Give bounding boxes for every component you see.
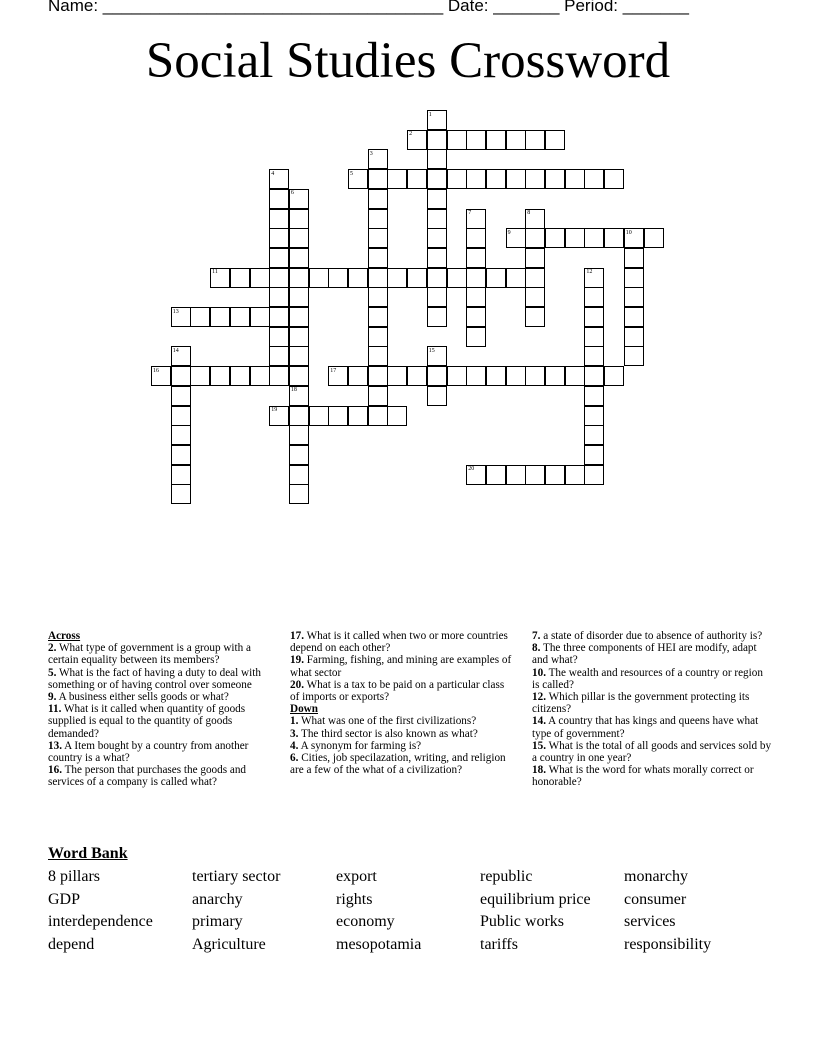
grid-cell[interactable] (289, 268, 309, 288)
clue-number: 19 (271, 407, 278, 413)
grid-cell[interactable] (368, 287, 388, 307)
grid-cell[interactable] (368, 268, 388, 288)
grid-cell[interactable] (289, 228, 309, 248)
grid-cell[interactable] (368, 307, 388, 327)
clue-number: 13 (172, 308, 179, 315)
grid-cell[interactable] (171, 445, 191, 465)
grid-cell[interactable] (309, 268, 329, 288)
word-bank-item: responsibility (624, 936, 712, 954)
grid-cell[interactable] (565, 169, 585, 189)
student-info-line: Name: ____________________________________ Date: _______ Period: _______ (48, 0, 689, 15)
grid-cell[interactable] (348, 406, 368, 426)
grid-cell[interactable] (466, 130, 486, 150)
clue-number: 8 (527, 210, 531, 216)
word-bank-item: mesopotamia (336, 936, 422, 954)
grid-cell[interactable] (427, 209, 447, 229)
grid-cell[interactable] (604, 228, 624, 248)
grid-cell[interactable] (525, 130, 545, 150)
grid-cell[interactable] (466, 268, 486, 288)
grid-cell[interactable] (250, 268, 270, 288)
grid-cell[interactable] (584, 465, 604, 485)
grid-cell[interactable] (230, 307, 250, 327)
word-bank-item: consumer (624, 890, 687, 908)
clue-number: 20 (468, 466, 475, 473)
grid-cell[interactable] (525, 287, 545, 307)
grid-cell[interactable] (289, 465, 309, 485)
word-bank-title: Word Bank (48, 845, 128, 862)
grid-cell[interactable] (427, 366, 447, 386)
clue-number: 16 (153, 367, 159, 374)
grid-cell[interactable] (447, 169, 467, 189)
grid-cell[interactable] (190, 366, 210, 386)
grid-cell[interactable] (545, 130, 565, 150)
word-bank-row (48, 889, 768, 912)
grid-cell[interactable] (447, 366, 467, 386)
grid-cell[interactable] (466, 248, 486, 268)
grid-cell[interactable] (289, 366, 309, 386)
grid-cell[interactable] (427, 130, 447, 150)
grid-cell[interactable] (368, 189, 388, 209)
word-bank-item: 8 pillars (48, 868, 100, 885)
grid-cell[interactable] (289, 425, 309, 445)
clue-across-2: 2. What type of government is a group with a certain equality between its members? (48, 642, 252, 667)
grid-cell[interactable] (466, 307, 486, 327)
grid-cell[interactable] (348, 366, 368, 386)
grid-cell[interactable] (368, 406, 388, 426)
grid-cell[interactable] (328, 268, 348, 288)
grid-cell[interactable] (604, 169, 624, 189)
grid-cell[interactable] (427, 268, 447, 288)
grid-cell[interactable] (269, 189, 289, 209)
grid-cell[interactable] (230, 268, 250, 288)
grid-cell[interactable] (584, 228, 604, 248)
word-bank-item: Agriculture (192, 936, 266, 954)
grid-cell[interactable] (545, 228, 565, 248)
grid-cell[interactable] (269, 248, 289, 268)
grid-cell[interactable] (584, 307, 604, 327)
word-bank-item: interdependence (48, 913, 153, 931)
grid-cell[interactable] (525, 465, 545, 485)
grid-cell[interactable] (506, 169, 526, 189)
grid-cell[interactable] (447, 268, 467, 288)
grid-cell[interactable] (289, 445, 309, 465)
grid-cell[interactable] (486, 465, 506, 485)
clue-across-9: 9. A business either sells goods or what? (48, 691, 229, 704)
grid-cell[interactable] (407, 169, 427, 189)
grid-cell[interactable] (427, 189, 447, 209)
grid-cell[interactable] (565, 465, 585, 485)
clue-number: 3 (369, 150, 373, 157)
grid-cell[interactable] (506, 268, 526, 288)
clues-column-2 (290, 630, 516, 776)
grid-cell[interactable] (486, 130, 506, 150)
grid-cell[interactable] (289, 307, 309, 327)
clue-down-8: 8. The three components of HEI are modify, adapt and what? (532, 642, 757, 667)
grid-cell[interactable] (447, 130, 467, 150)
grid-cell[interactable] (466, 169, 486, 189)
down-heading: Down (290, 703, 318, 716)
clue-number: 17 (330, 367, 337, 374)
grid-cell[interactable] (289, 248, 309, 268)
word-bank-item: primary (192, 913, 243, 931)
grid-cell[interactable] (269, 268, 289, 288)
grid-cell[interactable] (565, 366, 585, 386)
grid-cell[interactable] (486, 169, 506, 189)
word-bank-item: republic (480, 868, 533, 885)
word-bank-row (48, 934, 768, 957)
grid-cell[interactable] (624, 248, 644, 268)
grid-cell[interactable] (584, 169, 604, 189)
clue-down-7: 7. a state of disorder due to absence of authority is? (532, 630, 763, 642)
grid-cell[interactable] (427, 307, 447, 327)
grid-cell[interactable] (624, 307, 644, 327)
grid-cell[interactable] (171, 465, 191, 485)
grid-cell[interactable] (269, 346, 289, 366)
clue-across-11: 11. What is it called when quantity of goods supplied is equal to the quantity of goods demanded? (48, 703, 246, 740)
grid-cell[interactable] (171, 484, 191, 504)
clue-number: 11 (212, 269, 218, 276)
page-title: Social Studies Crossword (145, 33, 671, 89)
word-bank-item: tertiary sector (192, 868, 281, 885)
grid-cell[interactable] (368, 327, 388, 347)
grid-cell[interactable] (506, 366, 526, 386)
clue-across-16: 16. The person that purchases the goods and services of a company is called what? (48, 764, 247, 789)
grid-cell[interactable] (289, 484, 309, 504)
grid-cell[interactable] (368, 386, 388, 406)
clue-down-3: 3. The third sector is also known as what? (290, 727, 478, 740)
clue-down-10: 10. The wealth and resources of a country or region is called? (532, 666, 763, 691)
grid-cell[interactable] (407, 366, 427, 386)
grid-cell[interactable] (584, 287, 604, 307)
grid-cell[interactable] (289, 406, 309, 426)
clue-number: 6 (290, 190, 294, 197)
grid-cell[interactable] (171, 406, 191, 426)
grid-cell[interactable] (289, 346, 309, 366)
grid-cell[interactable] (269, 287, 289, 307)
word-bank-item: equilibrium price (480, 890, 591, 908)
grid-cell[interactable] (407, 268, 427, 288)
grid-cell[interactable] (387, 406, 407, 426)
grid-cell[interactable] (427, 169, 447, 189)
clue-across-19: 19. Farming, fishing, and mining are examples of what sector (290, 654, 512, 679)
grid-cell[interactable] (269, 209, 289, 229)
clue-number: 9 (507, 229, 511, 236)
word-bank-item: export (336, 868, 377, 885)
grid-cell[interactable] (604, 366, 624, 386)
grid-cell[interactable] (348, 268, 368, 288)
word-bank-item: monarchy (624, 868, 688, 885)
grid-cell[interactable] (584, 327, 604, 347)
word-bank-row (48, 866, 768, 889)
clues-column-1 (48, 630, 284, 789)
word-bank-row (48, 911, 768, 934)
grid-cell[interactable] (210, 366, 230, 386)
clue-across-17: 17. What is it called when two or more countries depend on each other? (290, 630, 508, 655)
word-bank (48, 866, 768, 957)
clue-down-15: 15. What is the total of all goods and services sold by a country in one year? (532, 739, 772, 765)
across-heading: Across (48, 630, 81, 642)
grid-cell[interactable] (466, 287, 486, 307)
clue-number: 5 (350, 170, 353, 177)
grid-cell[interactable] (387, 268, 407, 288)
grid-cell[interactable] (486, 366, 506, 386)
grid-cell[interactable] (427, 386, 447, 406)
word-bank-item: services (624, 913, 676, 931)
grid-cell[interactable] (545, 169, 565, 189)
grid-cell[interactable] (250, 366, 270, 386)
clue-across-13: 13. A Item bought by a country from another country is a what? (48, 739, 249, 765)
grid-cell[interactable] (368, 169, 388, 189)
grid-cell[interactable] (624, 287, 644, 307)
grid-cell[interactable] (584, 425, 604, 445)
grid-cell[interactable] (210, 307, 230, 327)
grid-cell[interactable] (584, 346, 604, 366)
grid-cell[interactable] (250, 307, 270, 327)
clue-number: 10 (625, 229, 632, 236)
clue-number: 4 (271, 170, 275, 177)
word-bank-item: rights (336, 890, 373, 908)
grid-cell[interactable] (368, 228, 388, 248)
grid-cell[interactable] (624, 327, 644, 347)
clue-down-1: 1. What was one of the first civilizations? (290, 715, 477, 728)
clue-number: 2 (409, 131, 413, 138)
clue-down-4: 4. A synonym for farming is? (290, 739, 422, 752)
grid-cell[interactable] (584, 366, 604, 386)
grid-cell[interactable] (289, 287, 309, 307)
clue-number: 18 (290, 387, 297, 394)
grid-cell[interactable] (466, 366, 486, 386)
grid-cell[interactable] (387, 366, 407, 386)
grid-cell[interactable] (171, 366, 191, 386)
clue-number: 12 (586, 269, 593, 276)
grid-cell[interactable] (525, 228, 545, 248)
grid-cell[interactable] (269, 307, 289, 327)
grid-cell[interactable] (506, 465, 526, 485)
grid-cell[interactable] (427, 248, 447, 268)
grid-cell[interactable] (466, 228, 486, 248)
clue-number: 7 (468, 210, 472, 216)
grid-cell[interactable] (289, 327, 309, 347)
grid-cell[interactable] (466, 327, 486, 347)
grid-cell[interactable] (368, 248, 388, 268)
grid-cell[interactable] (624, 268, 644, 288)
clue-across-20: 20. What is a tax to be paid on a particular class of imports or exports? (290, 678, 505, 704)
grid-cell[interactable] (486, 268, 506, 288)
grid-cell[interactable] (190, 307, 210, 327)
grid-cell[interactable] (525, 307, 545, 327)
clue-down-12: 12. Which pillar is the government protecting its citizens? (532, 691, 750, 716)
grid-cell[interactable] (368, 346, 388, 366)
clues-column-3 (532, 630, 772, 789)
grid-cell[interactable] (545, 366, 565, 386)
grid-cell[interactable] (525, 169, 545, 189)
grid-cell[interactable] (624, 346, 644, 366)
grid-cell[interactable] (644, 228, 664, 248)
grid-cell[interactable] (269, 366, 289, 386)
grid-cell[interactable] (525, 366, 545, 386)
clue-down-14: 14. A country that has kings and queens have what type of government? (532, 715, 759, 740)
grid-cell[interactable] (427, 149, 447, 169)
grid-cell[interactable] (171, 386, 191, 406)
word-bank-item: Public works (480, 913, 564, 931)
grid-cell[interactable] (269, 327, 289, 347)
word-bank-item: economy (336, 913, 395, 931)
grid-cell[interactable] (368, 366, 388, 386)
grid-cell[interactable] (309, 406, 329, 426)
grid-cell[interactable] (506, 130, 526, 150)
clue-number: 15 (428, 347, 435, 354)
grid-cell[interactable] (565, 228, 585, 248)
word-bank-item: tariffs (480, 936, 518, 954)
word-bank-item: depend (48, 936, 95, 954)
word-bank-item: GDP (48, 890, 81, 908)
grid-cell[interactable] (427, 287, 447, 307)
grid-cell[interactable] (289, 209, 309, 229)
grid-cell[interactable] (525, 248, 545, 268)
grid-cell[interactable] (171, 425, 191, 445)
grid-cell[interactable] (427, 228, 447, 248)
crossword-grid (0, 0, 816, 520)
grid-cell[interactable] (525, 268, 545, 288)
grid-cell[interactable] (269, 228, 289, 248)
grid-cell[interactable] (368, 209, 388, 229)
grid-cell[interactable] (584, 386, 604, 406)
grid-cell[interactable] (545, 465, 565, 485)
word-bank-item: anarchy (192, 890, 243, 908)
grid-cell[interactable] (584, 445, 604, 465)
grid-cell[interactable] (584, 406, 604, 426)
grid-cell[interactable] (387, 169, 407, 189)
clue-number: 1 (428, 111, 432, 118)
clue-number: 14 (172, 347, 179, 354)
clue-down-6: 6. Cities, job specilazation, writing, and religion are a few of the what of a civilization? (290, 752, 506, 777)
clue-across-5: 5. What is the fact of having a duty to deal with something or of having control over someone (48, 666, 261, 691)
clue-down-18: 18. What is the word for whats morally correct or honorable? (532, 764, 754, 789)
grid-cell[interactable] (230, 366, 250, 386)
grid-cell[interactable] (328, 406, 348, 426)
